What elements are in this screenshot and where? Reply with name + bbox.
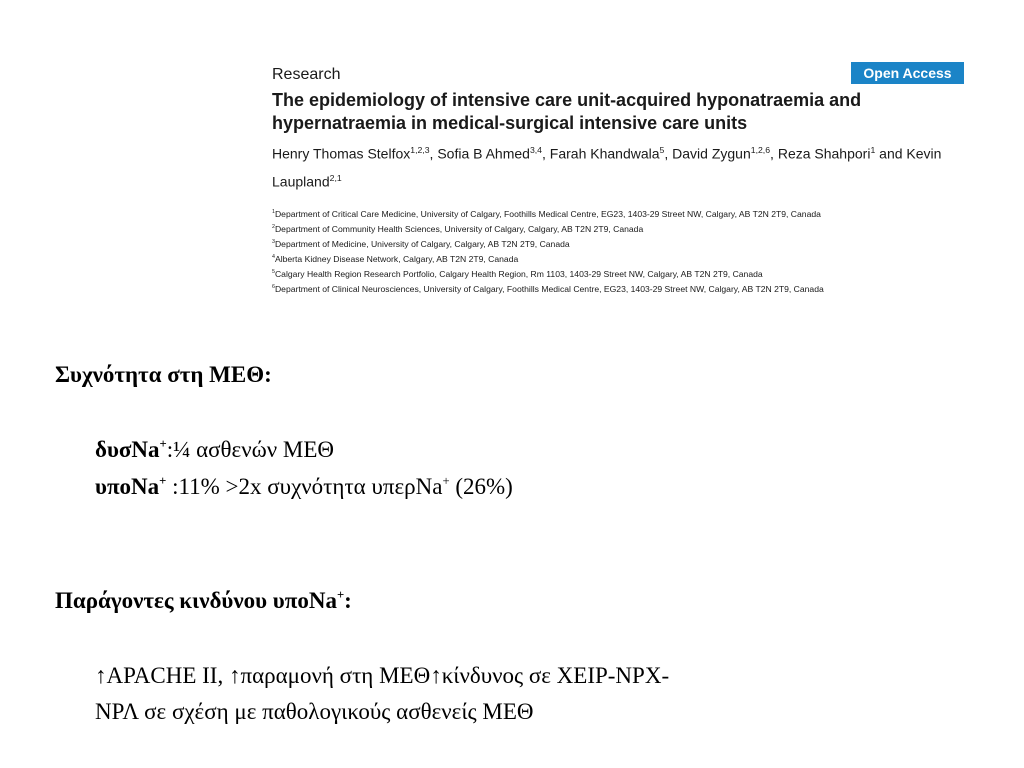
affiliation-number: 3 [272,239,275,246]
dysna-label: δυσNa [95,437,160,462]
paper-authors [272,138,968,193]
author-affil-sup: 3,4 [529,145,543,155]
affiliation-text: Calgary Health Region Research Portfolio, Calgary Health Region, Rm 1103, 1403-29 Street NW, Calgary, AB T2N 2T9, Canada [274,269,763,280]
paper-affiliations [272,206,972,296]
dysna-text: :¼ ασθενών ΜΕΘ [166,437,335,462]
open-access-badge: Open Access [851,62,964,84]
author-affil-sup: 1,2,6 [750,145,771,155]
author-name: Sofia B Ahmed [437,145,530,162]
affiliation-number: 5 [272,269,275,276]
affiliation-text: Department of Critical Care Medicine, University of Calgary, Foothills Medical Centre, EG23, 1403-29 Street NW, Calgary, AB T2N 2T9, Canada [274,208,821,219]
author-separator: and [875,145,907,162]
author-name: Reza Shahpori [777,145,871,162]
hypona-label: υποNa [95,474,160,499]
affiliation-text: Department of Medicine, University of Calgary, Calgary, AB T2N 2T9, Canada [274,238,570,249]
frequency-heading: Συχνότητα στη ΜΕΘ: [55,362,272,387]
author-name: Henry Thomas Stelfox [272,145,411,162]
author-separator: , [542,145,550,162]
hypona-text: :11% >2x συχνότητα υπερNa [166,474,443,499]
hypona-sup: + [159,474,167,489]
affiliation-text: Alberta Kidney Disease Network, Calgary, AB T2N 2T9, Canada [274,254,519,265]
author-separator: , [429,145,438,162]
affiliation-line [272,251,972,266]
author-affil-sup: 1,2,3 [410,145,430,155]
affiliation-line [272,236,972,251]
affiliation-number: 4 [272,254,275,261]
affiliation-line [272,206,972,221]
affiliation-line [272,281,972,296]
author-affil-sup: 1 [870,145,876,155]
author-separator: , [664,145,673,162]
hypona-line [95,474,513,500]
risk-line-1: ↑APACHE II, ↑παραμονή στη ΜΕΘ↑κίνδυνος σε ΧΕΙΡ-ΝΡΧ- [95,663,670,688]
affiliation-number: 2 [272,224,275,231]
affiliation-text: Department of Clinical Neurosciences, University of Calgary, Foothills Medical Centre, EG23, 1403-29 Street NW, Calgary, AB T2N 2T9, Canada [274,284,824,295]
author-name: David Zygun [672,145,751,162]
author-name: Farah Khandwala [549,145,660,162]
affiliation-number: 1 [272,209,275,215]
author-affil-sup: 2,1 [329,172,342,183]
author-separator: , [770,145,778,162]
affiliation-line [272,266,972,281]
hypona-tail: (26%) [449,474,513,499]
dysna-line [95,437,334,463]
risk-heading-sup: + [336,588,345,603]
author-name: Kevin Laupland [272,145,942,190]
paper-title: The epidemiology of intensive care unit-acquired hyponatraemia and hypernatraemia in medical-surgical intensive care units [272,90,862,133]
hypona-sup2: + [442,474,450,489]
dysna-sup: + [159,437,167,452]
risk-line-2: ΝΡΛ σε σχέση με παθολογικούς ασθενείς ΜΕΘ [95,699,534,724]
author-affil-sup: 5 [659,145,665,155]
affiliation-number: 6 [272,284,275,291]
affiliation-text: Department of Community Health Sciences, University of Calgary, Calgary, AB T2N 2T9, Canada [274,223,644,234]
paper-category: Research [272,66,341,83]
risk-heading-tail: : [344,588,352,613]
affiliation-line [272,221,972,236]
risk-heading-text: Παράγοντες κινδύνου υποNa [55,588,337,613]
risk-factors-heading [55,588,352,614]
